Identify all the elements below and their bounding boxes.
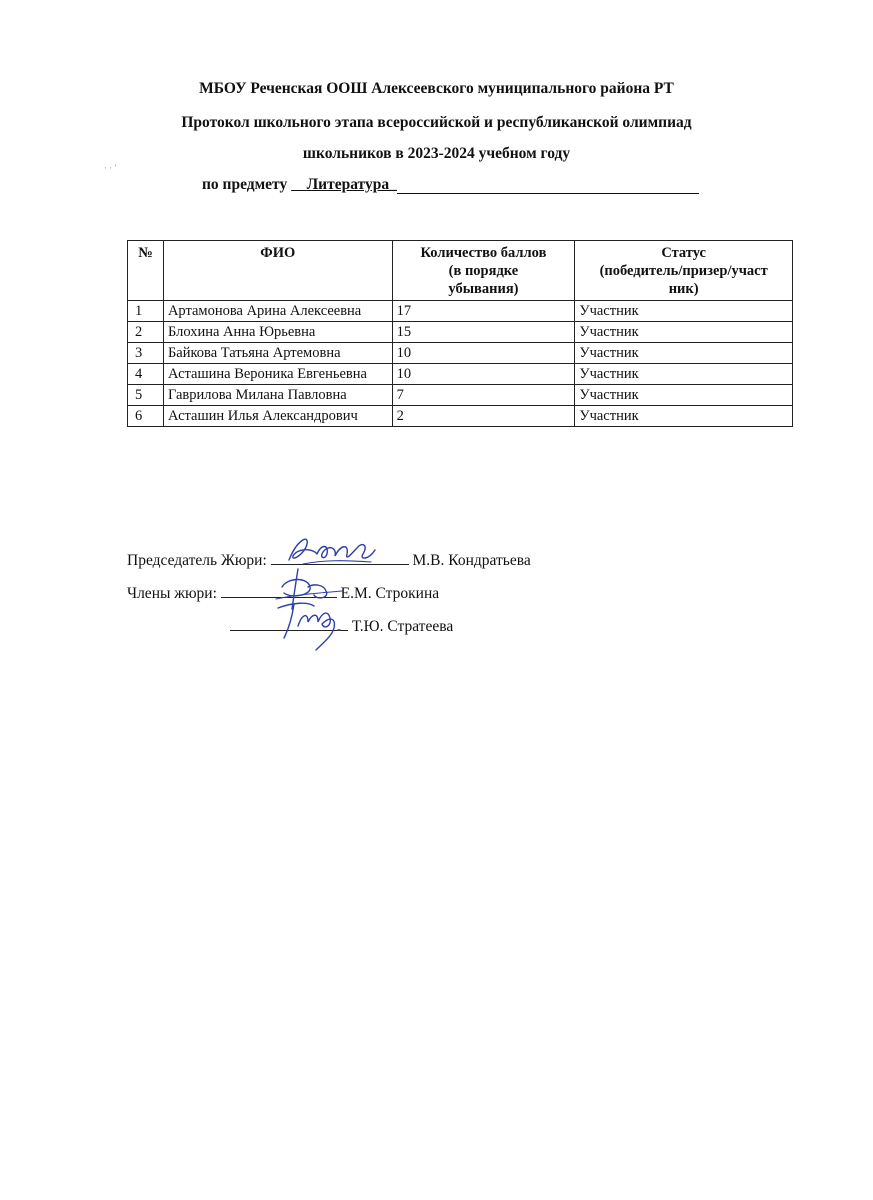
row-score: 10	[392, 343, 575, 364]
jury-chair-line	[127, 550, 531, 570]
jury-chair-signature-blank	[271, 550, 409, 565]
jury-members-label: Члены жюри:	[127, 585, 217, 602]
table-row	[128, 385, 793, 406]
jury-member-1-line	[127, 583, 439, 603]
row-status: Участник	[575, 406, 793, 427]
row-status: Участник	[575, 343, 793, 364]
subject-underline	[397, 179, 699, 194]
row-name: Артамонова Арина Алексеевна	[163, 301, 392, 322]
subject-value: Литература	[306, 176, 390, 193]
row-status: Участник	[575, 301, 793, 322]
header-status: Статус (победитель/призер/участ ник)	[575, 241, 793, 301]
header-num: №	[128, 241, 164, 301]
table-row	[128, 322, 793, 343]
table-row	[128, 364, 793, 385]
row-status: Участник	[575, 322, 793, 343]
row-num: 6	[128, 406, 164, 427]
row-num: 1	[128, 301, 164, 322]
row-name: Асташина Вероника Евгеньевна	[163, 364, 392, 385]
jury-member-2-line	[230, 616, 453, 636]
scan-artifact: · · ′	[104, 163, 117, 173]
jury-chair-name: М.В. Кондратьева	[412, 552, 531, 569]
table-row	[128, 406, 793, 427]
table-row	[128, 301, 793, 322]
row-score: 15	[392, 322, 575, 343]
row-score: 17	[392, 301, 575, 322]
table-header-row	[128, 241, 793, 301]
row-num: 5	[128, 385, 164, 406]
row-status: Участник	[575, 364, 793, 385]
row-num: 3	[128, 343, 164, 364]
row-score: 7	[392, 385, 575, 406]
protocol-title: Протокол школьного этапа всероссийской и республиканской олимпиад	[181, 114, 692, 131]
school-title: МБОУ Реченская ООШ Алексеевского муниципального района РТ	[199, 80, 674, 97]
results-table	[127, 240, 793, 427]
protocol-year: школьников в 2023-2024 учебном году	[302, 145, 571, 162]
jury-member-2-signature-blank	[230, 616, 348, 631]
subject-value-field: Литература_	[306, 176, 397, 193]
header-name: ФИО	[163, 241, 392, 301]
subject-line	[202, 176, 699, 194]
jury-member-1-signature-blank	[221, 583, 337, 598]
row-num: 2	[128, 322, 164, 343]
row-name: Гаврилова Милана Павловна	[163, 385, 392, 406]
jury-chair-label: Председатель Жюри:	[127, 552, 267, 569]
jury-member-2-name: Т.Ю. Стратеева	[351, 618, 454, 635]
row-status: Участник	[575, 385, 793, 406]
row-name: Блохина Анна Юрьевна	[163, 322, 392, 343]
row-num: 4	[128, 364, 164, 385]
row-score: 2	[392, 406, 575, 427]
row-name: Байкова Татьяна Артемовна	[163, 343, 392, 364]
jury-member-1-name: Е.М. Строкина	[340, 585, 440, 602]
row-name: Асташин Илья Александрович	[163, 406, 392, 427]
row-score: 10	[392, 364, 575, 385]
table-row	[128, 343, 793, 364]
header-score: Количество баллов (в порядке убывания)	[392, 241, 575, 301]
subject-label: по предмету	[202, 176, 288, 193]
